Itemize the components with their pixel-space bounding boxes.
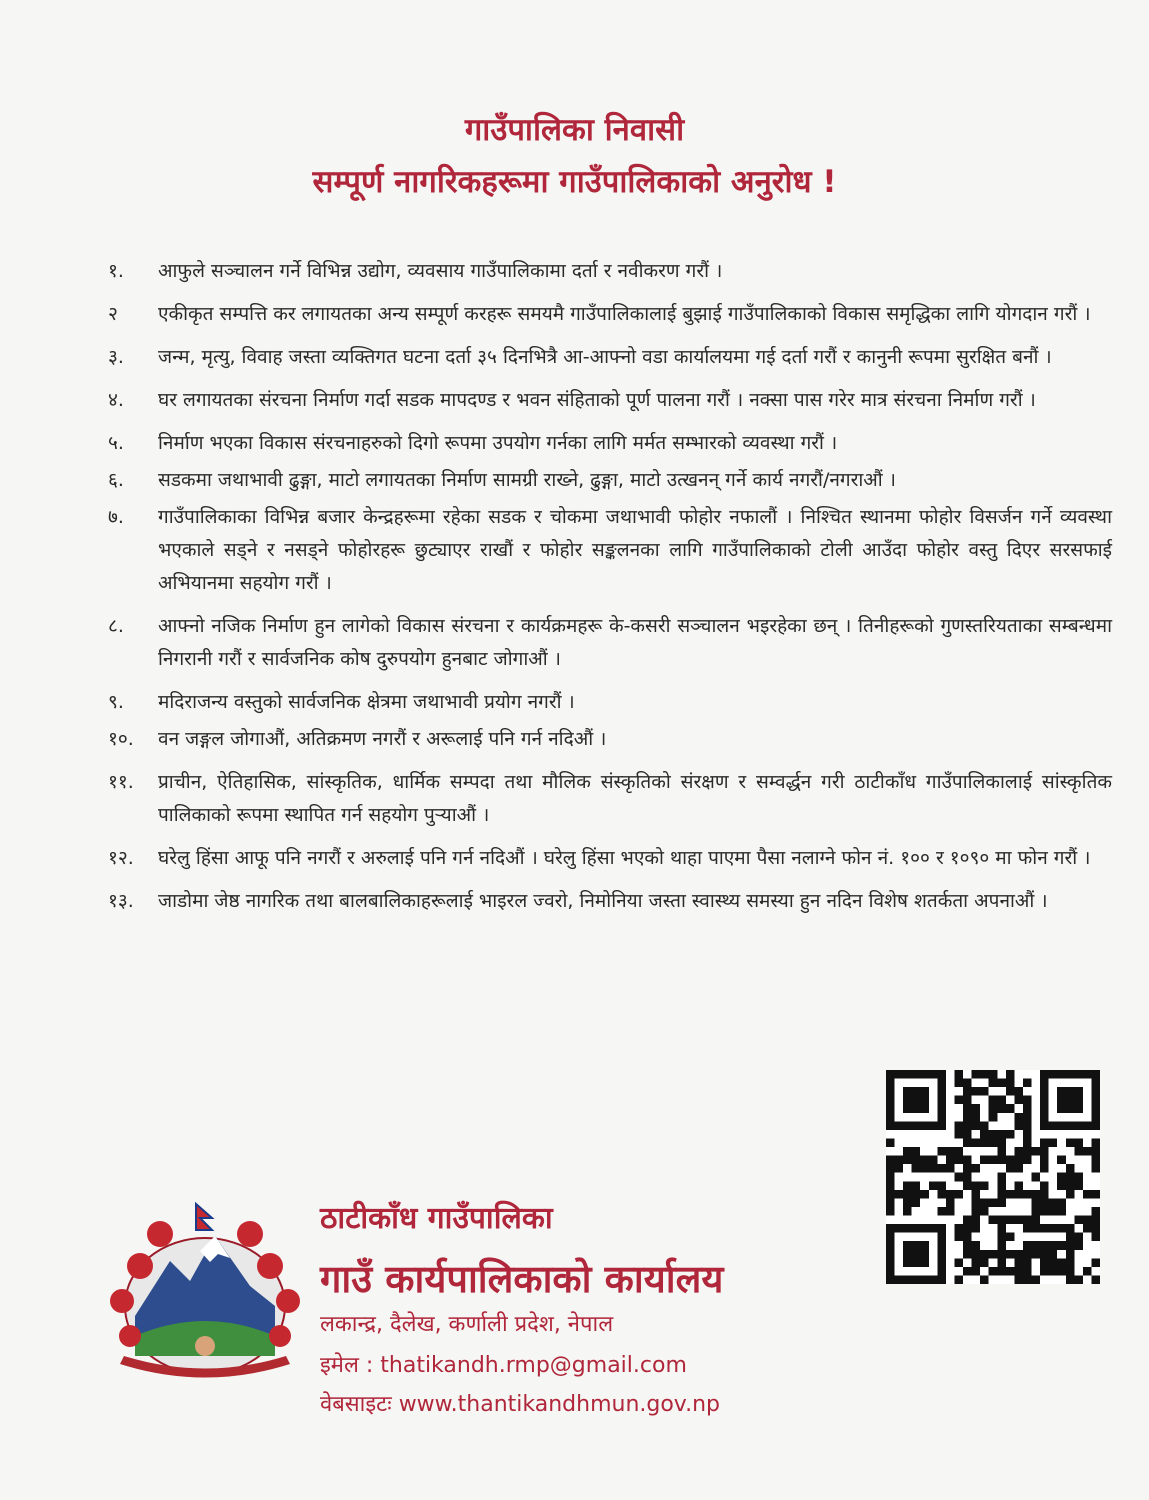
item-text: जन्म, मृत्यु, विवाह जस्ता व्यक्तिगत घटना दर्ता ३५ दिनभित्रै आ-आफ्नो वडा कार्यालयमा गई दर्ता गरौं र कानुनी रूपमा सुरक्षित बनौं । (158, 346, 1052, 368)
office-address: लकान्द्र, दैलेख, कर्णाली प्रदेश, नेपाल (320, 1312, 614, 1337)
item-number: ११. (108, 771, 134, 793)
list-item (108, 255, 1112, 288)
item-text: घरेलु हिंसा आफू पनि नगरौं र अरुलाई पनि गर्न नदिऔं । घरेलु हिंसा भएको थाहा पाएमा पैसा नलाग्ने फोन नं. १०० र १०९० मा फोन गरौं । (158, 847, 1091, 869)
item-text: सडकमा जथाभावी ढुङ्गा, माटो लगायतका निर्माण सामग्री राख्ने, ढुङ्गा, माटो उत्खनन् गर्ने कार्य नगरौं/नगराऔं । (158, 469, 896, 491)
item-number: ४. (108, 389, 124, 411)
municipality-name: ठाटीकाँध गाउँपालिका (320, 1201, 553, 1236)
heading-line-2: सम्पूर्ण नागरिकहरूमा गाउँपालिकाको अनुरोध ! (312, 164, 837, 200)
list-item (108, 298, 1112, 331)
item-text: आफुले सञ्चालन गर्ने विभिन्न उद्योग, व्यवसाय गाउँपालिकामा दर्ता र नवीकरण गरौं । (158, 260, 723, 282)
list-item (108, 610, 1112, 676)
qr-code-icon (886, 1068, 1100, 1286)
list-item (108, 384, 1112, 417)
office-website[interactable]: वेबसाइटः www.thantikandhmun.gov.np (320, 1392, 721, 1417)
request-list (108, 255, 1112, 918)
item-number: ३. (108, 346, 124, 368)
item-text: प्राचीन, ऐतिहासिक, सांस्कृतिक, धार्मिक सम्पदा तथा मौलिक संस्कृतिको संरक्षण र सम्वर्द्धन गरी ठाटीकाँध गाउँपालिकालाई सांस्कृतिक पालिकाको रूपमा स्थापित गर्न सहयोग पुर्‍याऔं । (158, 771, 1112, 826)
list-item (108, 427, 1112, 460)
list-item (108, 686, 1112, 719)
item-number: ९. (108, 691, 124, 713)
item-number: १२. (108, 847, 134, 869)
item-number: ७. (108, 506, 124, 528)
office-title: गाउँ कार्यपालिकाको कार्यालय (320, 1257, 724, 1301)
item-number: १०. (108, 728, 134, 750)
list-item (108, 766, 1112, 832)
list-item (108, 842, 1112, 875)
item-text: मदिराजन्य वस्तुको सार्वजनिक क्षेत्रमा जथाभावी प्रयोग नगरौं । (158, 691, 575, 713)
item-text: गाउँपालिकाका विभिन्न बजार केन्द्रहरूमा रहेका सडक र चोकमा जथाभावी फोहोर नफालौं । निश्चित स्थानमा फोहोर विसर्जन गर्ने व्यवस्था भएकाले सड्ने र नसड्ने फोहोरहरू छुट्याएर राखौं र फोहोर सङ्कलनका लागि गाउँपालिकाको टोली आउँदा फोहोर वस्तु दिएर सरसफाई अभियानमा सहयोग गरौं । (158, 506, 1112, 594)
list-item (108, 464, 1112, 497)
item-number: ८. (108, 615, 124, 637)
emblem-icon (100, 1196, 310, 1386)
office-email[interactable]: इमेल : thatikandh.rmp@gmail.com (320, 1353, 687, 1378)
item-text: आफ्नो नजिक निर्माण हुन लागेको विकास संरचना र कार्यक्रमहरू के-कसरी सञ्चालन भइरहेका छन् । तिनीहरूको गुणस्तरियताका सम्बन्धमा निगरानी गरौं र सार्वजनिक कोष दुरुपयोग हुनबाट जोगाऔं । (158, 615, 1112, 670)
item-number: ५. (108, 432, 124, 454)
item-number: १३. (108, 890, 134, 912)
item-text: निर्माण भएका विकास संरचनाहरुको दिगो रूपमा उपयोग गर्नका लागि मर्मत सम्भारको व्यवस्था गरौं । (158, 432, 838, 454)
item-number: २ (108, 303, 118, 325)
list-item (108, 501, 1112, 600)
item-text: एकीकृत सम्पत्ति कर लगायतका अन्य सम्पूर्ण करहरू समयमै गाउँपालिकालाई बुझाई गाउँपालिकाको विकास समृद्धिका लागि योगदान गरौं । (158, 303, 1091, 325)
item-number: १. (108, 260, 124, 282)
heading-line-1: गाउँपालिका निवासी (464, 112, 685, 148)
item-text: वन जङ्गल जोगाऔं, अतिक्रमण नगरौं र अरूलाई पनि गर्न नदिऔं । (158, 728, 607, 750)
item-text: जाडोमा जेष्ठ नागरिक तथा बालबालिकाहरूलाई भाइरल ज्वरो, निमोनिया जस्ता स्वास्थ्य समस्या हुन नदिन विशेष शतर्कता अपनाऔं । (158, 890, 1048, 912)
item-number: ६. (108, 469, 124, 491)
item-text: घर लगायतका संरचना निर्माण गर्दा सडक मापदण्ड र भवन संहिताको पूर्ण पालना गरौं । नक्सा पास गरेर मात्र संरचना निर्माण गरौं । (158, 389, 1036, 411)
list-item (108, 723, 1112, 756)
list-item (108, 341, 1112, 374)
list-item (108, 885, 1112, 918)
